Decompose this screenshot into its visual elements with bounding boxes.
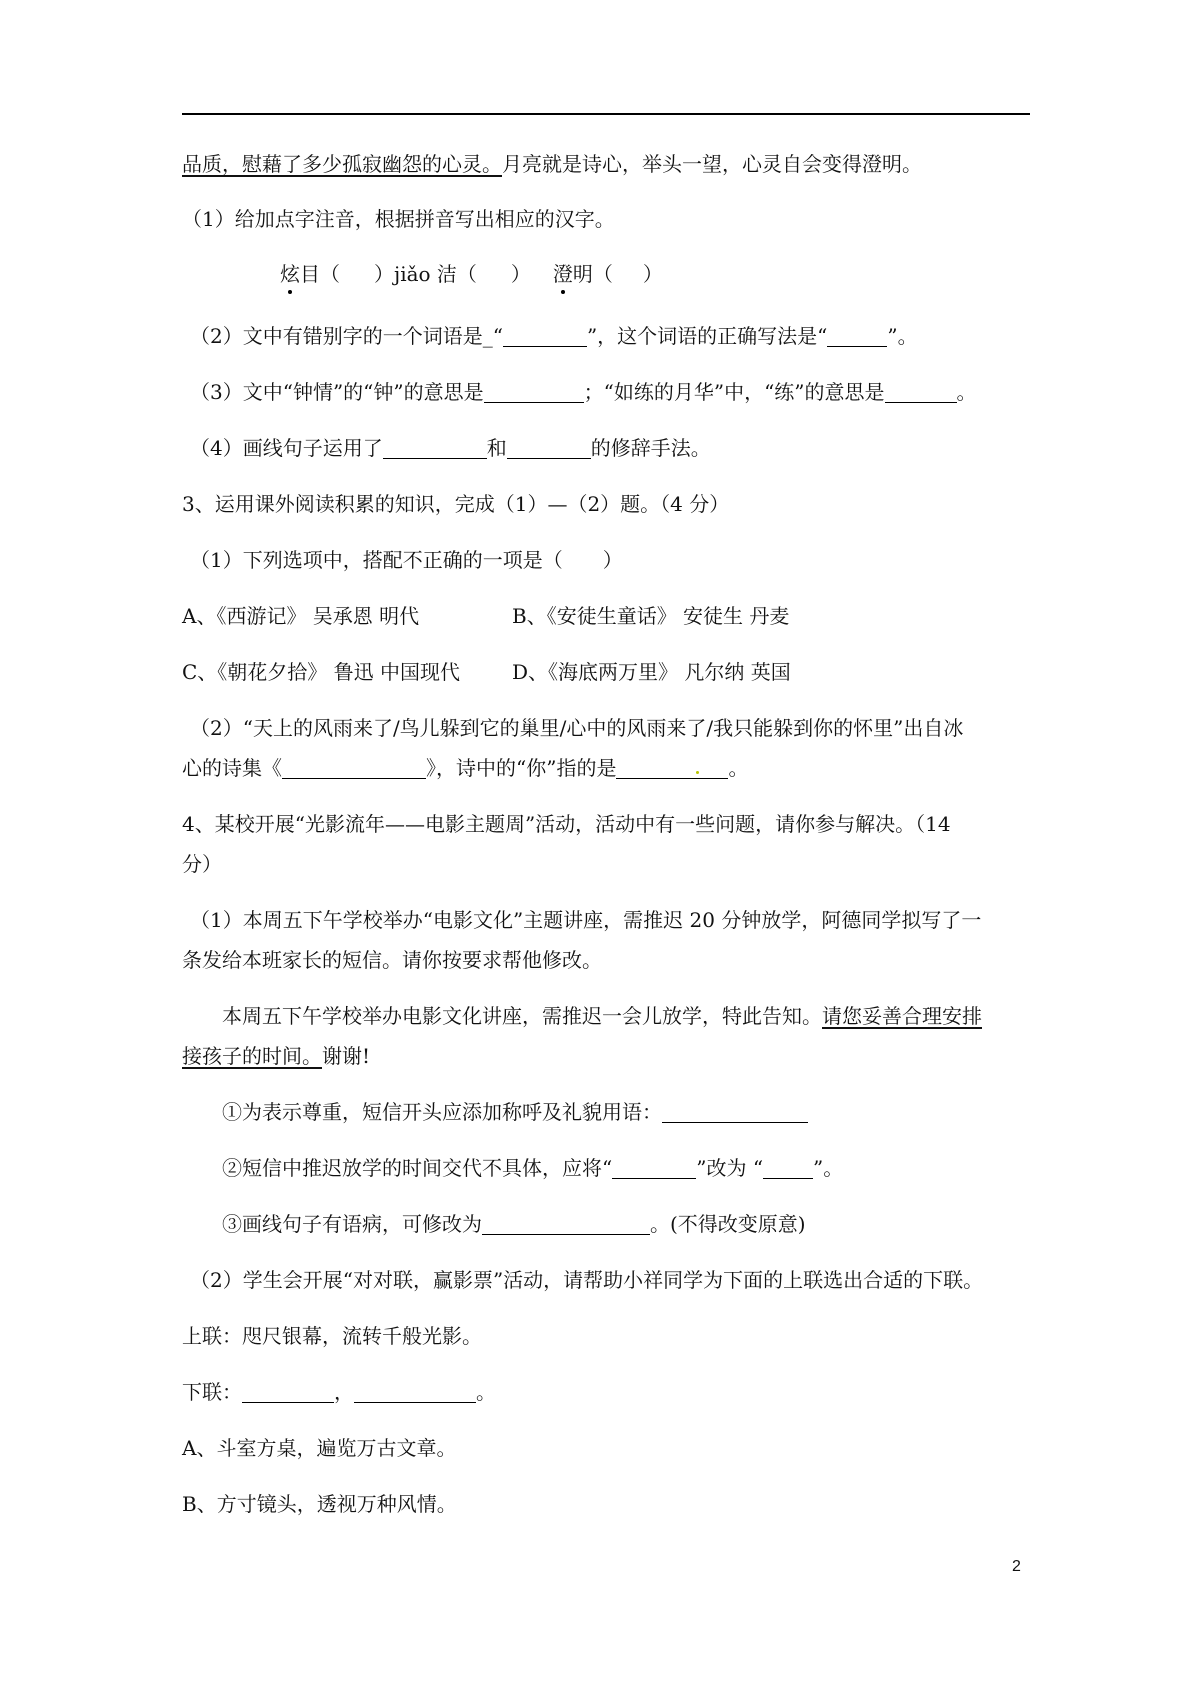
option-d: D、《海底两万里》 凡尔纳 英国 — [512, 660, 791, 684]
page-number: 2 — [1012, 1558, 1021, 1575]
section-4-question-1-cont: 条发给本班家长的短信。请你按要求帮他修改。 — [182, 948, 602, 972]
section-3-question-2: （2）“天上的风雨来了/鸟儿躲到它的巢里/心中的风雨来了/我只能躲到你的怀里”出自冰 — [190, 716, 964, 740]
answer-blank — [616, 758, 728, 779]
section-4-heading: 4、某校开展“光影流年——电影主题周”活动，活动中有一些问题，请你参与解决。（14 — [182, 812, 951, 836]
header-rule — [182, 113, 1030, 115]
answer-blank — [242, 1382, 334, 1403]
answer-blank — [827, 326, 887, 347]
answer-blank — [484, 382, 584, 403]
question-3: （3）文中“钟情”的“钟”的意思是 ；“如练的月华”中，“练”的意思是 。 — [190, 380, 977, 404]
section-3-question-2-cont: 心的诗集《 》，诗中的“你”指的是 。 — [182, 756, 749, 780]
option-b: B、《安徒生童话》 安徒生 丹麦 — [512, 604, 790, 628]
answer-blank — [885, 382, 957, 403]
answer-blank — [503, 326, 587, 347]
question-2: （2）文中有错别字的一个词语是_“ ”，这个词语的正确写法是“ ”。 — [190, 324, 918, 348]
section-4-heading-cont: 分） — [182, 852, 222, 876]
sub-question-2: ②短信中推迟放学的时间交代不具体，应将“ ”改为 “ ”。 — [222, 1156, 844, 1180]
answer-blank — [507, 438, 591, 459]
answer-blank — [354, 1382, 476, 1403]
section-4-question-1: （1）本周五下午学校举办“电影文化”主题讲座，需推迟 20 分钟放学，阿德同学拟写了一 — [190, 908, 982, 932]
section-3-question-1: （1）下列选项中，搭配不正确的一项是（ ） — [190, 548, 623, 572]
answer-blank — [383, 438, 487, 459]
question-4: （4）画线句子运用了 和 的修辞手法。 — [190, 436, 711, 460]
stray-mark — [696, 771, 699, 774]
option-c: C、《朝花夕拾》 鲁迅 中国现代 — [182, 660, 461, 684]
shanglian: 上联：咫尺银幕，流转千般光影。 — [182, 1324, 482, 1348]
sub-question-1: ①为表示尊重，短信开头应添加称呼及礼貌用语： — [222, 1098, 808, 1126]
answer-blank — [482, 1214, 650, 1235]
answer-blank — [612, 1158, 696, 1179]
option-a: A、《西游记》 吴承恩 明代 — [182, 604, 420, 628]
answer-blank — [662, 1102, 808, 1123]
underlined-sentence: 品质，慰藉了多少孤寂幽怨的心灵。 — [182, 152, 502, 176]
sub-question-3: ③画线句子有语病，可修改为 。(不得改变原意) — [222, 1212, 806, 1236]
pinyin-items: 炫目（ ）jiǎo 洁（ ） 澄明（ ） — [280, 262, 663, 286]
answer-option-b: B、方寸镜头，透视万种风情。 — [182, 1492, 457, 1516]
answer-blank — [763, 1158, 813, 1179]
section-3-heading: 3、运用课外阅读积累的知识，完成（1）—（2）题。（4 分） — [182, 492, 730, 516]
sms-text: 本周五下午学校举办电影文化讲座，需推迟一会儿放学，特此告知。请您妥善合理安排 — [222, 1004, 982, 1028]
xialian: 下联： ， 。 — [182, 1380, 496, 1404]
dotted-char: 澄 — [552, 262, 573, 286]
answer-blank — [282, 758, 426, 779]
answer-option-a: A、斗室方桌，遍览万古文章。 — [182, 1436, 457, 1460]
passage-end: 品质，慰藉了多少孤寂幽怨的心灵。月亮就是诗心，举头一望，心灵自会变得澄明。 — [182, 152, 922, 176]
section-4-question-2: （2）学生会开展“对对联，赢影票”活动，请帮助小祥同学为下面的上联选出合适的下联。 — [190, 1268, 984, 1292]
dotted-char: 炫 — [280, 262, 300, 286]
sms-text-cont: 接孩子的时间。谢谢! — [182, 1044, 371, 1068]
question-1: （1）给加点字注音，根据拼音写出相应的汉字。 — [182, 207, 615, 231]
